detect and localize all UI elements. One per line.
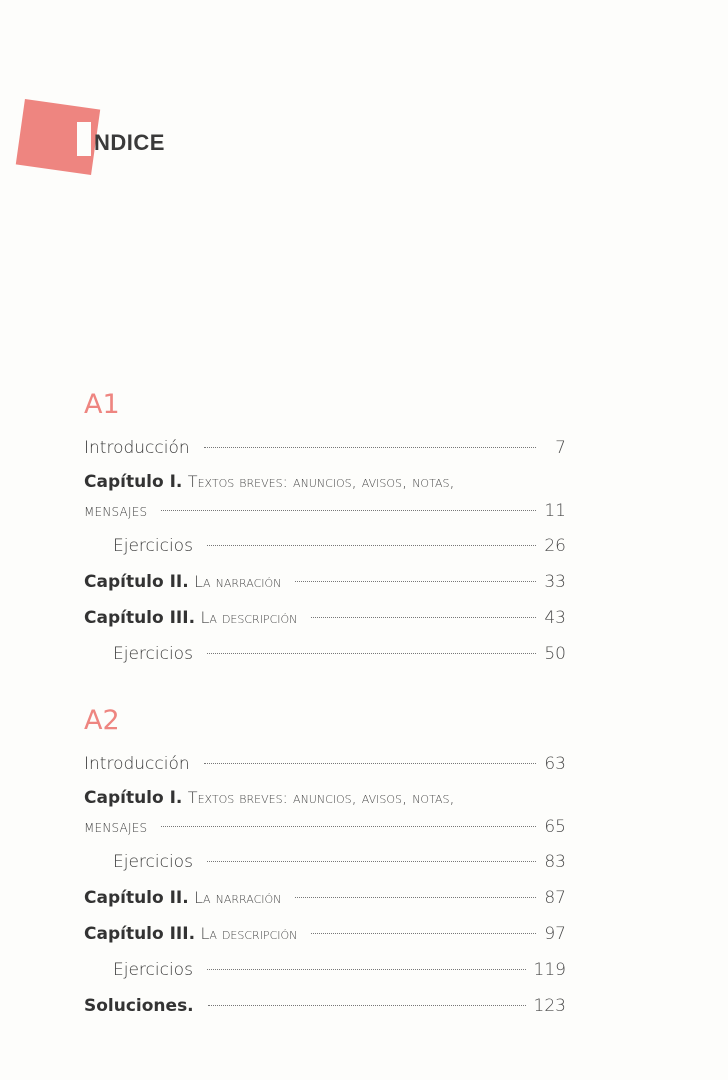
toc-entry-label: Introducción bbox=[84, 754, 190, 774]
toc-entry-label: Ejercicios bbox=[113, 536, 193, 556]
toc-page-number: 33 bbox=[544, 572, 566, 592]
toc-entry-label: Introducción bbox=[84, 438, 190, 458]
page-title bbox=[0, 0, 728, 200]
chapter-title: La descripción bbox=[200, 608, 298, 627]
chapter-title: La narración bbox=[194, 572, 282, 591]
chapter-title: Textos breves: anuncios, avisos, notas, bbox=[187, 472, 455, 491]
dot-leader bbox=[311, 933, 536, 934]
toc-page-number: 43 bbox=[544, 608, 566, 628]
toc-entry-capitulo-2[interactable] bbox=[84, 564, 566, 600]
toc-page-number: 50 bbox=[544, 644, 566, 664]
dot-leader bbox=[207, 653, 536, 654]
toc-entry-soluciones[interactable] bbox=[84, 988, 566, 1024]
toc-page-number: 26 bbox=[544, 536, 566, 556]
dot-leader bbox=[208, 1005, 526, 1006]
dot-leader bbox=[207, 861, 536, 862]
toc-entry-capitulo-3[interactable] bbox=[84, 600, 566, 636]
section-a2 bbox=[84, 704, 566, 1024]
chapter-title: La descripción bbox=[200, 924, 298, 943]
dot-leader bbox=[295, 897, 536, 898]
toc-entry-capitulo-2[interactable] bbox=[84, 880, 566, 916]
toc-page-number: 87 bbox=[544, 888, 566, 908]
toc-entry-capitulo-3[interactable] bbox=[84, 916, 566, 952]
toc-entry-introduccion[interactable] bbox=[84, 430, 566, 466]
section-heading: A2 bbox=[84, 705, 120, 736]
dot-leader bbox=[295, 581, 536, 582]
chapter-title: Textos breves: anuncios, avisos, notas, bbox=[187, 788, 455, 807]
toc-page-number: 63 bbox=[544, 754, 566, 774]
toc-entry-capitulo-1[interactable] bbox=[84, 782, 566, 844]
chapter-label: Capítulo II. bbox=[84, 888, 189, 908]
toc-entry-ejercicios[interactable] bbox=[84, 528, 566, 564]
toc-page-number: 83 bbox=[544, 852, 566, 872]
dot-leader bbox=[204, 447, 536, 448]
toc-entry-ejercicios[interactable] bbox=[84, 636, 566, 672]
chapter-label: Capítulo II. bbox=[84, 572, 189, 592]
dot-leader bbox=[311, 617, 536, 618]
toc-page-number: 7 bbox=[555, 438, 566, 458]
toc-entry-title-line1 bbox=[84, 470, 566, 494]
toc-page-number: 123 bbox=[533, 996, 566, 1016]
chapter-title-continued: MENSAJES bbox=[84, 505, 148, 519]
title-initial-i bbox=[77, 122, 91, 156]
chapter-title: La narración bbox=[194, 888, 282, 907]
chapter-label: Capítulo I. bbox=[84, 788, 183, 808]
dot-leader bbox=[161, 510, 536, 511]
dot-leader bbox=[204, 763, 536, 764]
toc-entry-title-line1 bbox=[84, 786, 566, 810]
dot-leader bbox=[161, 826, 536, 827]
toc-entry-label: Soluciones. bbox=[84, 996, 194, 1016]
toc-entry-capitulo-1[interactable] bbox=[84, 466, 566, 528]
toc-entry-ejercicios[interactable] bbox=[84, 844, 566, 880]
section-a1 bbox=[84, 388, 566, 672]
toc-entry-ejercicios[interactable] bbox=[84, 952, 566, 988]
section-heading: A1 bbox=[84, 389, 120, 420]
toc-entry-label: Ejercicios bbox=[113, 960, 193, 980]
toc-page-number: 65 bbox=[544, 817, 566, 837]
toc-page-number: 11 bbox=[544, 501, 566, 521]
chapter-label: Capítulo III. bbox=[84, 924, 196, 944]
toc-entry-title-line2 bbox=[84, 810, 566, 844]
dot-leader bbox=[207, 545, 536, 546]
toc-entry-title-line2 bbox=[84, 494, 566, 528]
toc-page-number: 119 bbox=[533, 960, 566, 980]
toc-entry-label: Ejercicios bbox=[113, 644, 193, 664]
page-title-text: NDICE bbox=[94, 130, 165, 155]
chapter-label: Capítulo III. bbox=[84, 608, 196, 628]
toc-page-number: 97 bbox=[544, 924, 566, 944]
toc-entry-introduccion[interactable] bbox=[84, 746, 566, 782]
dot-leader bbox=[207, 969, 526, 970]
toc-entry-label: Ejercicios bbox=[113, 852, 193, 872]
chapter-title-continued: MENSAJES bbox=[84, 821, 148, 835]
chapter-label: Capítulo I. bbox=[84, 472, 183, 492]
